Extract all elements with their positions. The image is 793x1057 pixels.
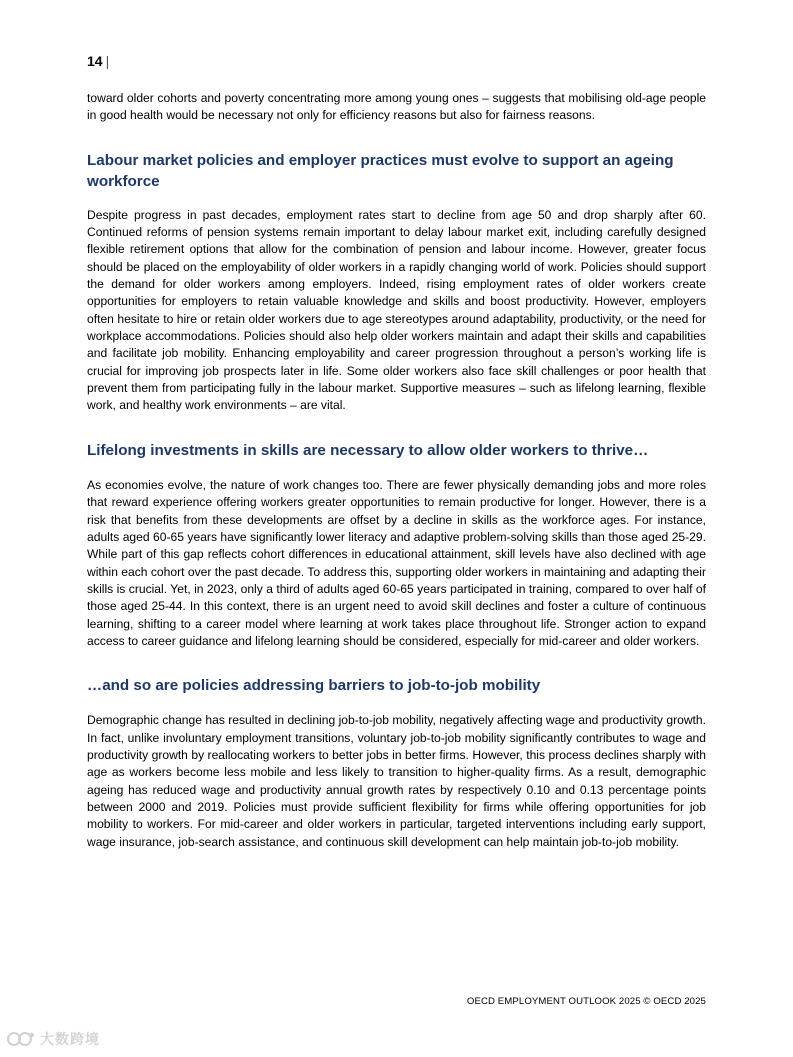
section-paragraph-labour-market-policies: Despite progress in past decades, employment rates start to decline from age 50 and drop sharply after 60. Continued reforms of pension systems remain important to delay labour market exit, including carefully designed flexible retirement options that allow for the combination of pension and labour income. However, greater focus should be placed on the employability of older workers in a rapidly changing world of work. Policies should support the demand for older workers among employers. Indeed, rising employment rates of older workers create opportunities for employers to retain valuable knowledge and skills and boost productivity. However, employers often hesitate to hire or retain older workers due to age stereotypes around adaptability, productivity, or the need for workplace accommodations. Policies should also help older workers maintain and adapt their skills and capabilities and facilitate job mobility. Enhancing employability and career progression throughout a person’s working life is crucial for improving job prospects later in life. Some older workers also face skill challenges or poor health that prevent them from participating fully in the labour market. Supportive measures – such as lifelong learning, flexible work, and healthy work environments – are vital. [87,207,706,413]
watermark-text: 大数跨境 [40,1032,100,1048]
intro-paragraph: toward older cohorts and poverty concentrating more among young ones – suggests that mobilising old-age people in good health would be necessary not only for efficiency reasons but also for fairness reasons. [87,91,706,123]
page-number-separator: | [105,53,110,69]
page-footer: OECD EMPLOYMENT OUTLOOK 2025 © OECD 2025 [466,996,706,1007]
main-content [87,90,706,851]
logo-icon [6,1030,36,1048]
section-heading-lifelong-skills: Lifelong investments in skills are necessary to allow older workers to thrive… [87,441,649,459]
page-number-value: 14 [87,53,103,69]
page-number [87,53,109,69]
section-paragraph-lifelong-skills: As economies evolve, the nature of work changes too. There are fewer physically demanding jobs and more roles that reward experience offering workers greater opportunities to remain productive for longer. However, there is a risk that benefits from these developments are offset by a decline in skills as the workforce ages. For instance, adults aged 60-65 years have significantly lower literacy and adaptive problem-solving skills than those aged 25-29. While part of this gap reflects cohort differences in educational attainment, skill levels have also declined with age within each cohort over the past decade. To address this, supporting older workers in maintaining and adapting their skills is crucial. Yet, in 2023, only a third of adults aged 60-65 years participated in training, compared to over half of those aged 25-44. In this context, there is an urgent need to avoid skill declines and foster a culture of continuous learning, shifting to a career model where learning at work takes place throughout life. Stronger action to expand access to career guidance and lifelong learning should be considered, especially for mid-career and older workers. [87,477,706,648]
watermark [6,1029,100,1049]
section-paragraph-job-mobility: Demographic change has resulted in declining job-to-job mobility, negatively affecting wage and productivity growth. In fact, unlike involuntary employment transitions, voluntary job-to-job mobility significantly contributes to wage and productivity growth by reallocating workers to better jobs in better firms. However, this process declines sharply with age as workers become less mobile and less likely to transition to higher-quality firms. As a result, demographic ageing has reduced wage and productivity annual growth rates by respectively 0.10 and 0.13 percentage points between 2000 and 2019. Policies must provide sufficient flexibility for firms while offering opportunities for job mobility to workers. For mid-career and older workers in particular, targeted interventions including early support, wage insurance, job-search assistance, and continuous skill development can help maintain job-to-job mobility. [87,713,706,849]
section-heading-labour-market-policies: Labour market policies and employer practices must evolve to support an ageing workforce [87,151,674,190]
section-heading-job-mobility: …and so are policies addressing barriers to job-to-job mobility [87,677,541,695]
